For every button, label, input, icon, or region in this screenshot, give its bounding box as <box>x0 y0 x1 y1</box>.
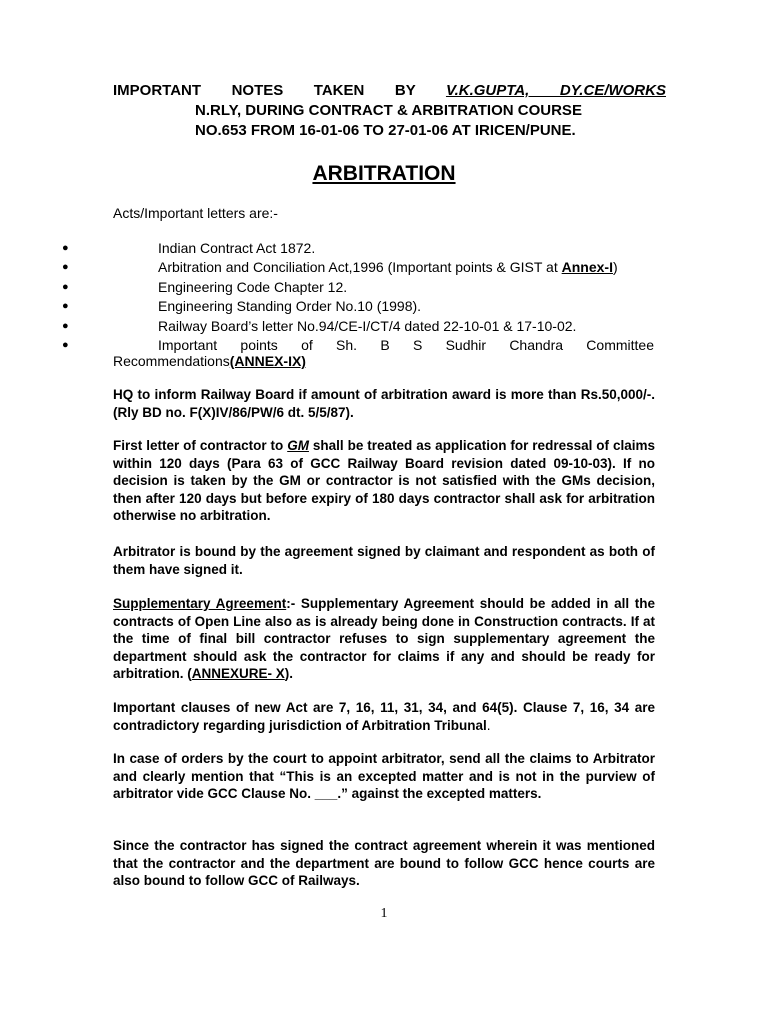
paragraph-hq-inform: HQ to inform Railway Board if amount of arbitration award is more than Rs.50,000/-. (Rly BD no. F(X)IV/86/PW/6 dt. 5/5/87). <box>113 387 655 420</box>
list-item-text: Important points of Sh. B S Sudhir Chandra Committee <box>158 337 654 354</box>
bullet-icon: ● <box>62 261 69 274</box>
paragraph-text: First letter of contractor to <box>113 438 288 453</box>
header-line-1 <box>113 82 666 100</box>
paragraph-text: shall be treated as application for redressal of claims within 120 days (Para 63 of GCC Railway Board revision dated 09-10-03). If no decision is taken by the GM or contractor is not satisfied with the GMs decision, then after 120 days but before expiry of 180 days contractor shall ask for arbitration otherwise no arbitration. <box>113 438 655 524</box>
list-item-text: Indian Contract Act 1872. <box>158 240 316 256</box>
section-heading: Supplementary Agreement <box>113 596 287 611</box>
paragraph-text: Important clauses of new Act are 7, 16, 11, 31, 34, and 64(5). Clause 7, 16, 34 are contradictory regarding jurisdiction of Arbitration Tribunal <box>113 700 655 733</box>
paragraph-tail: ). <box>284 666 294 682</box>
annex-reference: ANNEXURE- X <box>191 666 285 682</box>
list-item-text: Arbitration and Conciliation Act,1996 (Important points & GIST at <box>158 259 562 276</box>
paragraph-court-orders: In case of orders by the court to appoint arbitrator, send all the claims to Arbitrator and clearly mention that “This is an excepted matter and is not in the purview of arbitrator vide GCC Clause No. ___.” against the excepted matters. <box>113 751 655 802</box>
list-item <box>62 258 654 277</box>
list-item-text: Engineering Standing Order No.10 (1998). <box>158 298 422 315</box>
gm-emphasis: GM <box>287 438 309 453</box>
bullet-icon: ● <box>62 339 69 352</box>
header-line-3: NO.653 FROM 16-01-06 TO 27-01-06 AT IRICEN/PUNE. <box>195 122 576 139</box>
list-item-text: Engineering Code Chapter 12. <box>158 278 348 295</box>
paragraph-arbitrator-bound: Arbitrator is bound by the agreement signed by claimant and respondent as both of them have signed it. <box>113 544 655 577</box>
paragraph-first-letter <box>113 437 655 525</box>
list-item-text: Railway Board’s letter No.94/CE-I/CT/4 dated 22-10-01 & 17-10-02. <box>158 317 577 334</box>
page-number: 1 <box>380 906 388 921</box>
paragraph-important-clauses <box>113 699 655 734</box>
bullet-icon: ● <box>62 319 69 332</box>
paragraph-contract-agreement: Since the contractor has signed the contract agreement wherein it was mentioned that the contractor and the department are bound to follow GCC hence courts are also bound to follow GCC of Railways. <box>113 838 655 889</box>
bullet-icon: ● <box>62 242 69 254</box>
header-line-2: N.RLY, DURING CONTRACT & ARBITRATION COURSE <box>195 102 582 119</box>
list-item <box>62 297 654 316</box>
paragraph-tail: . <box>486 717 491 733</box>
annex-reference: (ANNEX-IX) <box>229 353 306 369</box>
list-item <box>62 317 654 336</box>
bullet-icon: ● <box>62 280 69 293</box>
paragraph-supplementary-agreement <box>113 595 655 683</box>
header-author: V.K.GUPTA, DY.CE/WORKS <box>445 82 666 99</box>
annex-reference: Annex-I <box>561 259 613 276</box>
paragraph-text: :- Supplementary Agreement should be added in all the contracts of Open Line also as is already being done in Construction contracts. If at the time of final bill contractor refuses to sign supplementary agreement the department should ask the contractor for claims if any and should be ready for arbitration. ( <box>113 596 655 682</box>
acts-list <box>62 239 654 355</box>
list-item <box>62 239 654 258</box>
list-item <box>62 278 654 297</box>
list-item-tail: ) <box>612 259 618 276</box>
page-title: ARBITRATION <box>312 162 456 185</box>
list-item-continuation: Recommendations(ANNEX-IX) <box>113 353 306 369</box>
intro-text: Acts/Important letters are:- <box>113 205 278 221</box>
header-prefix: IMPORTANT NOTES TAKEN BY <box>113 82 446 99</box>
bullet-icon: ● <box>62 300 69 313</box>
